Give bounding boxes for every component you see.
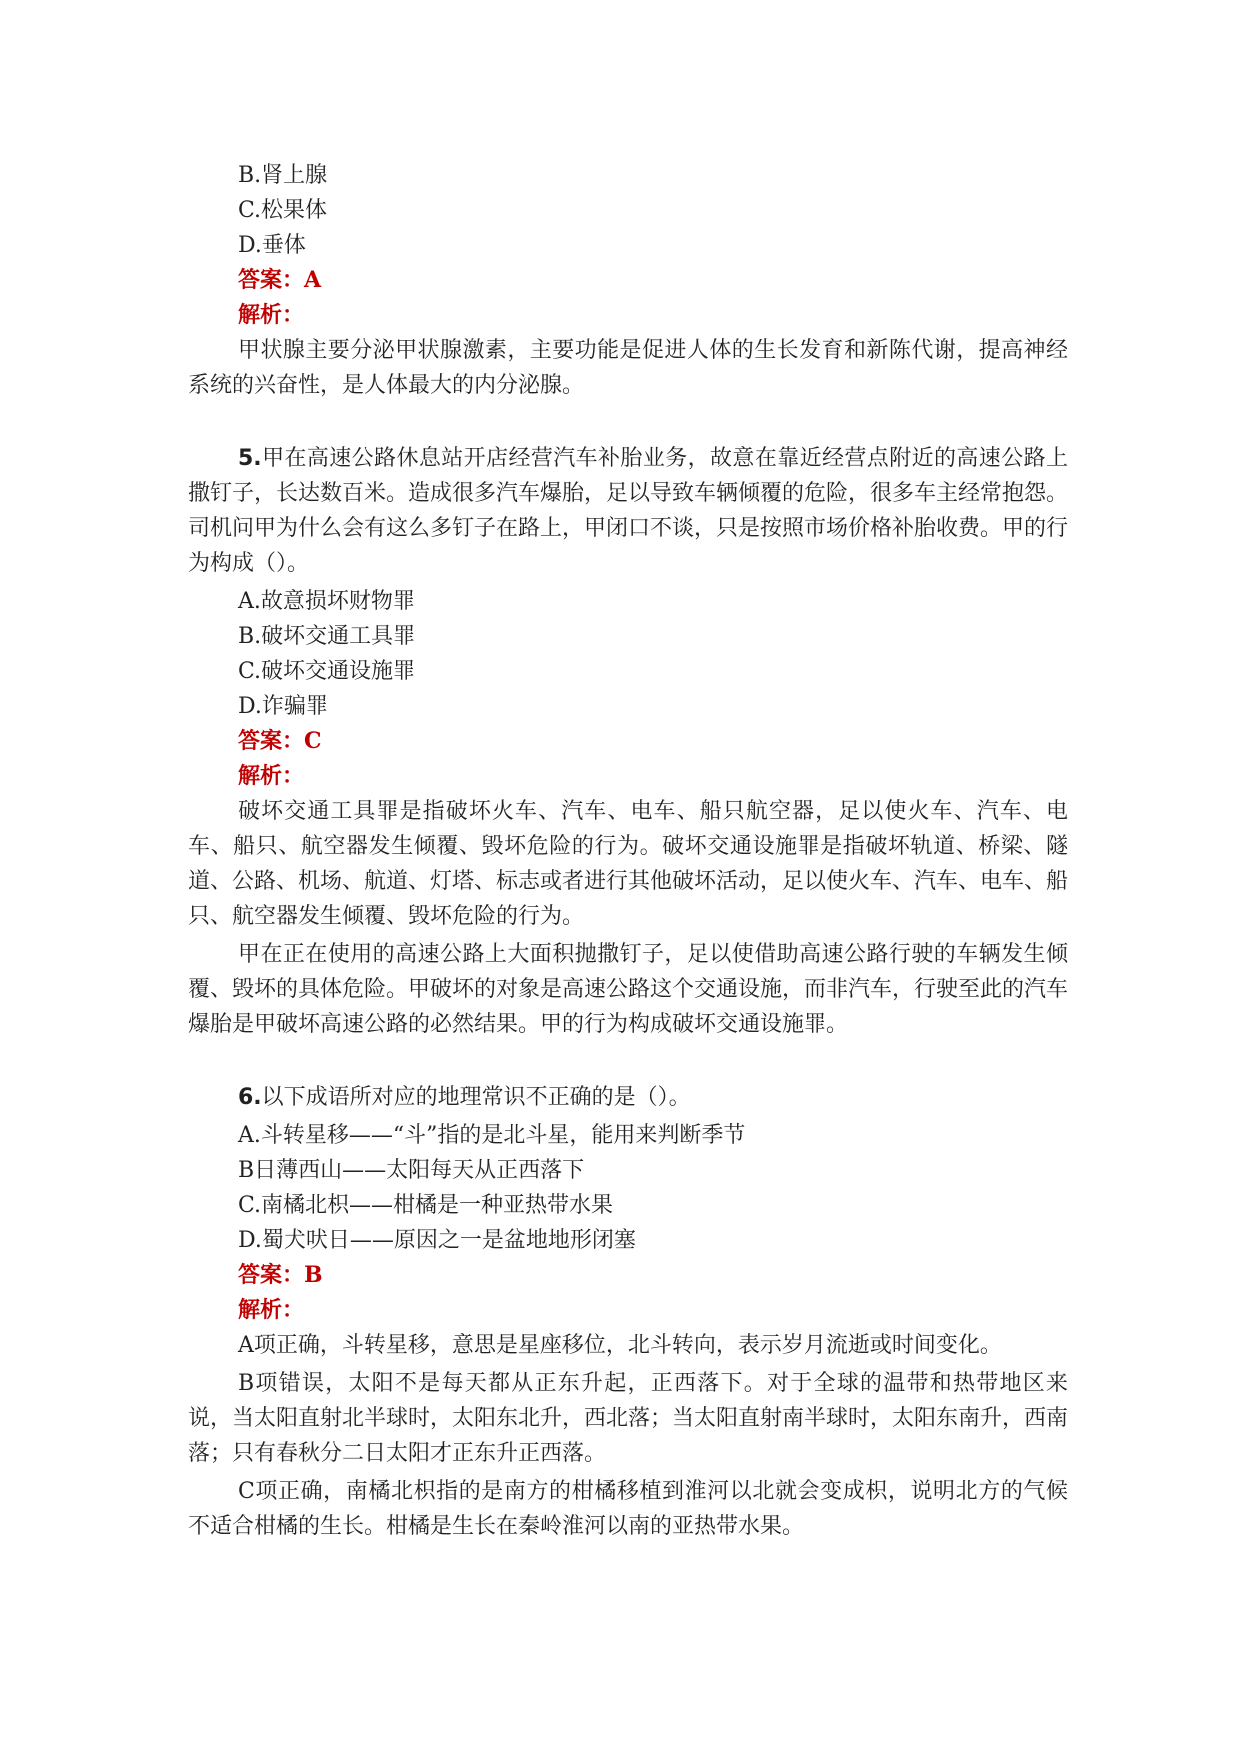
q6-analysis-label: 解析： bbox=[238, 1297, 305, 1323]
q6-answer: 答案：B bbox=[238, 1262, 323, 1288]
q4-option-c: C.松果体 bbox=[238, 198, 328, 223]
q5-answer: 答案：C bbox=[238, 728, 322, 754]
q4-analysis-paragraph: 甲状腺主要分泌甲状腺激素，主要功能是促进人体的生长发育和新陈代谢，提高神经系统的兴奋性，是人体最大的内分泌腺。 bbox=[188, 338, 1068, 398]
q6-stem-text: 以下成语所对应的地理常识不正确的是（）。 bbox=[261, 1085, 691, 1110]
q5-analysis-paragraph-2: 甲在正在使用的高速公路上大面积抛撒钉子，足以使借助高速公路行驶的车辆发生倾覆、毁坏的具体危险。甲破坏的对象是高速公路这个交通设施，而非汽车，行驶至此的汽车爆胎是甲破坏高速公路的必然结果。甲的行为构成破坏交通设施罪。 bbox=[188, 942, 1069, 1037]
q6-option-a: A.斗转星移——“斗”指的是北斗星，能用来判断季节 bbox=[238, 1123, 746, 1148]
q5-stem bbox=[188, 441, 1068, 581]
q5-number: 5. bbox=[238, 446, 262, 471]
q6-analysis-paragraph-b: B项错误，太阳不是每天都从正东升起，正西落下。对于全球的温带和热带地区来说，当太阳直射北半球时，太阳东北升，西北落；当太阳直射南半球时，太阳东南升，西南落；只有春秋分二日太阳才正东升正西落。 bbox=[188, 1371, 1069, 1466]
q4-option-d: D.垂体 bbox=[238, 233, 306, 258]
q6-analysis-paragraph-a: A项正确，斗转星移，意思是星座移位，北斗转向，表示岁月流逝或时间变化。 bbox=[238, 1333, 1002, 1358]
q4-analysis-label: 解析： bbox=[238, 302, 305, 328]
q4-option-b: B.肾上腺 bbox=[238, 163, 328, 188]
q5-option-b: B.破坏交通工具罪 bbox=[238, 624, 416, 649]
q6-analysis-paragraph-c: C项正确，南橘北枳指的是南方的柑橘移植到淮河以北就会变成枳，说明北方的气候不适合柑橘的生长。柑橘是生长在秦岭淮河以南的亚热带水果。 bbox=[188, 1479, 1068, 1539]
q5-analysis-paragraph-1: 破坏交通工具罪是指破坏火车、汽车、电车、船只航空器，足以使火车、汽车、电车、船只、航空器发生倾覆、毁坏危险的行为。破坏交通设施罪是指破坏轨道、桥梁、隧道、公路、机场、航道、灯塔、标志或者进行其他破坏活动，足以使火车、汽车、电车、船只、航空器发生倾覆、毁坏危险的行为。 bbox=[188, 799, 1069, 929]
document-page bbox=[188, 158, 1068, 1547]
q6-number: 6. bbox=[238, 1085, 262, 1110]
q6-option-b: B日薄西山——太阳每天从正西落下 bbox=[238, 1158, 585, 1183]
q4-answer: 答案：A bbox=[238, 267, 322, 293]
q6-option-d: D.蜀犬吠日——原因之一是盆地地形闭塞 bbox=[238, 1228, 636, 1253]
q5-option-d: D.诈骗罪 bbox=[238, 694, 328, 719]
q5-option-c: C.破坏交通设施罪 bbox=[238, 659, 416, 684]
q5-analysis-label: 解析： bbox=[238, 763, 305, 789]
q5-option-a: A.故意损坏财物罪 bbox=[238, 589, 415, 614]
q5-stem-text: 甲在高速公路休息站开店经营汽车补胎业务，故意在靠近经营点附近的高速公路上撒钉子，长达数百米。造成很多汽车爆胎，足以导致车辆倾覆的危险，很多车主经常抱怨。司机问甲为什么会有这么多钉子在路上，甲闭口不谈，只是按照市场价格补胎收费。甲的行为构成（）。 bbox=[188, 446, 1069, 576]
q6-option-c: C.南橘北枳——柑橘是一种亚热带水果 bbox=[238, 1193, 614, 1218]
q6-stem bbox=[188, 1080, 1068, 1115]
